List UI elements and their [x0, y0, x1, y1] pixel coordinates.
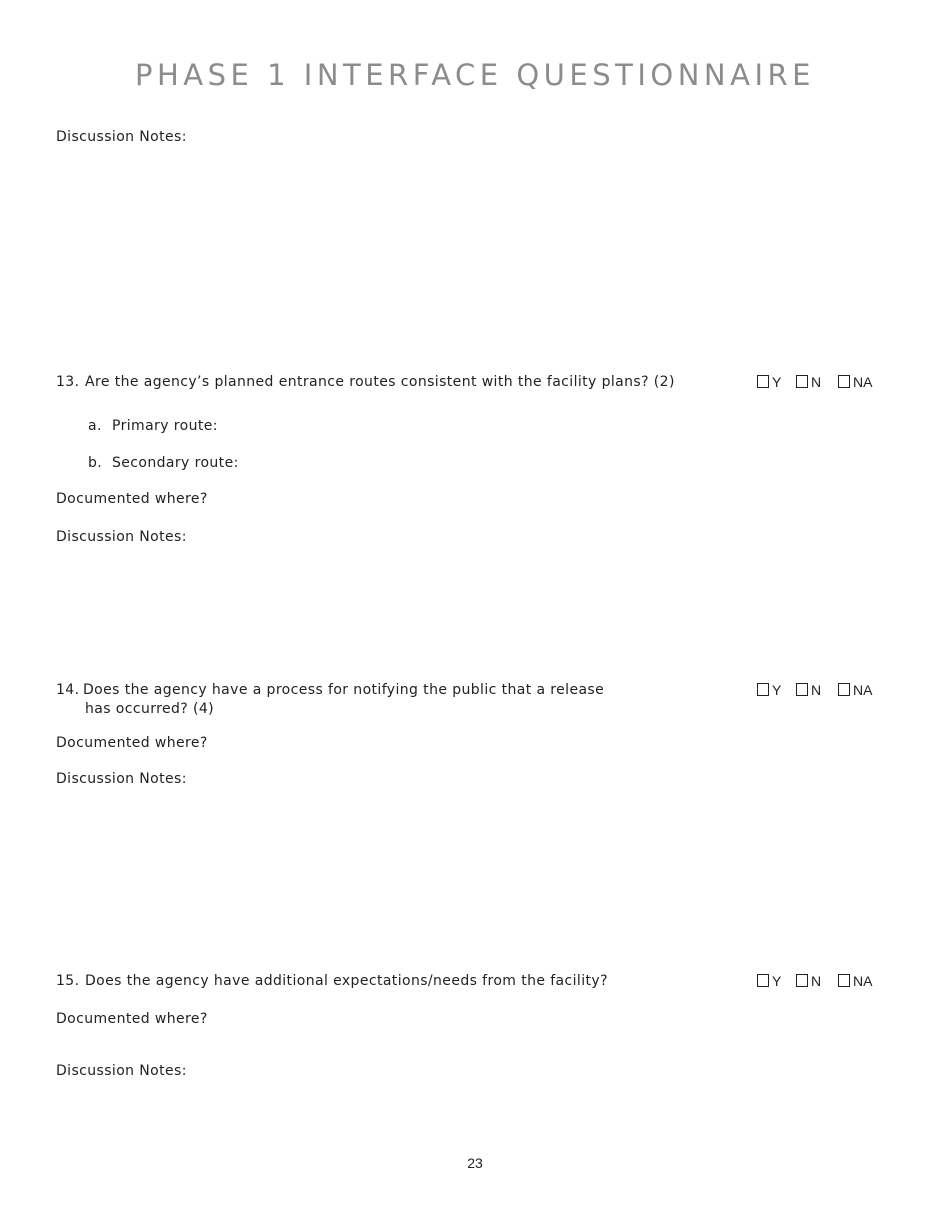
- question-15-text: Does the agency have additional expectations/needs from the facility?: [85, 973, 608, 989]
- no-label: N: [811, 374, 822, 390]
- question-15-number: 15.: [56, 973, 80, 989]
- documented-where-label: Documented where?: [56, 491, 208, 507]
- documented-where-label: Documented where?: [56, 1011, 208, 1027]
- documented-where-label: Documented where?: [56, 735, 208, 751]
- checkbox-no[interactable]: [796, 974, 808, 987]
- discussion-notes-label: Discussion Notes:: [56, 771, 187, 787]
- yes-label: Y: [772, 682, 782, 698]
- question-13-text: Are the agency’s planned entrance routes consistent with the facility plans? (2): [85, 374, 675, 390]
- checkbox-yes[interactable]: [757, 683, 769, 696]
- subitem-primary-route: Primary route:: [112, 418, 218, 434]
- discussion-notes-label: Discussion Notes:: [56, 529, 187, 545]
- question-14-text-line2: has occurred? (4): [85, 701, 214, 717]
- subitem-marker: b.: [88, 455, 103, 471]
- subitem-marker: a.: [88, 418, 102, 434]
- yes-label: Y: [772, 973, 782, 989]
- checkbox-na[interactable]: [838, 375, 850, 388]
- no-label: N: [811, 682, 822, 698]
- checkbox-na[interactable]: [838, 683, 850, 696]
- checkbox-na[interactable]: [838, 974, 850, 987]
- page-title: PHASE 1 INTERFACE QUESTIONNAIRE: [135, 58, 815, 92]
- subitem-secondary-route: Secondary route:: [112, 455, 239, 471]
- discussion-notes-label: Discussion Notes:: [56, 129, 187, 145]
- na-label: NA: [853, 374, 873, 390]
- checkbox-yes[interactable]: [757, 974, 769, 987]
- checkbox-no[interactable]: [796, 375, 808, 388]
- yes-label: Y: [772, 374, 782, 390]
- question-14-text: Does the agency have a process for notifying the public that a release: [83, 682, 605, 698]
- checkbox-yes[interactable]: [757, 375, 769, 388]
- question-13-number: 13.: [56, 374, 80, 390]
- na-label: NA: [853, 682, 873, 698]
- question-14-number: 14.: [56, 682, 80, 698]
- checkbox-no[interactable]: [796, 683, 808, 696]
- na-label: NA: [853, 973, 873, 989]
- no-label: N: [811, 973, 822, 989]
- discussion-notes-label: Discussion Notes:: [56, 1063, 187, 1079]
- page-number: 23: [467, 1155, 483, 1171]
